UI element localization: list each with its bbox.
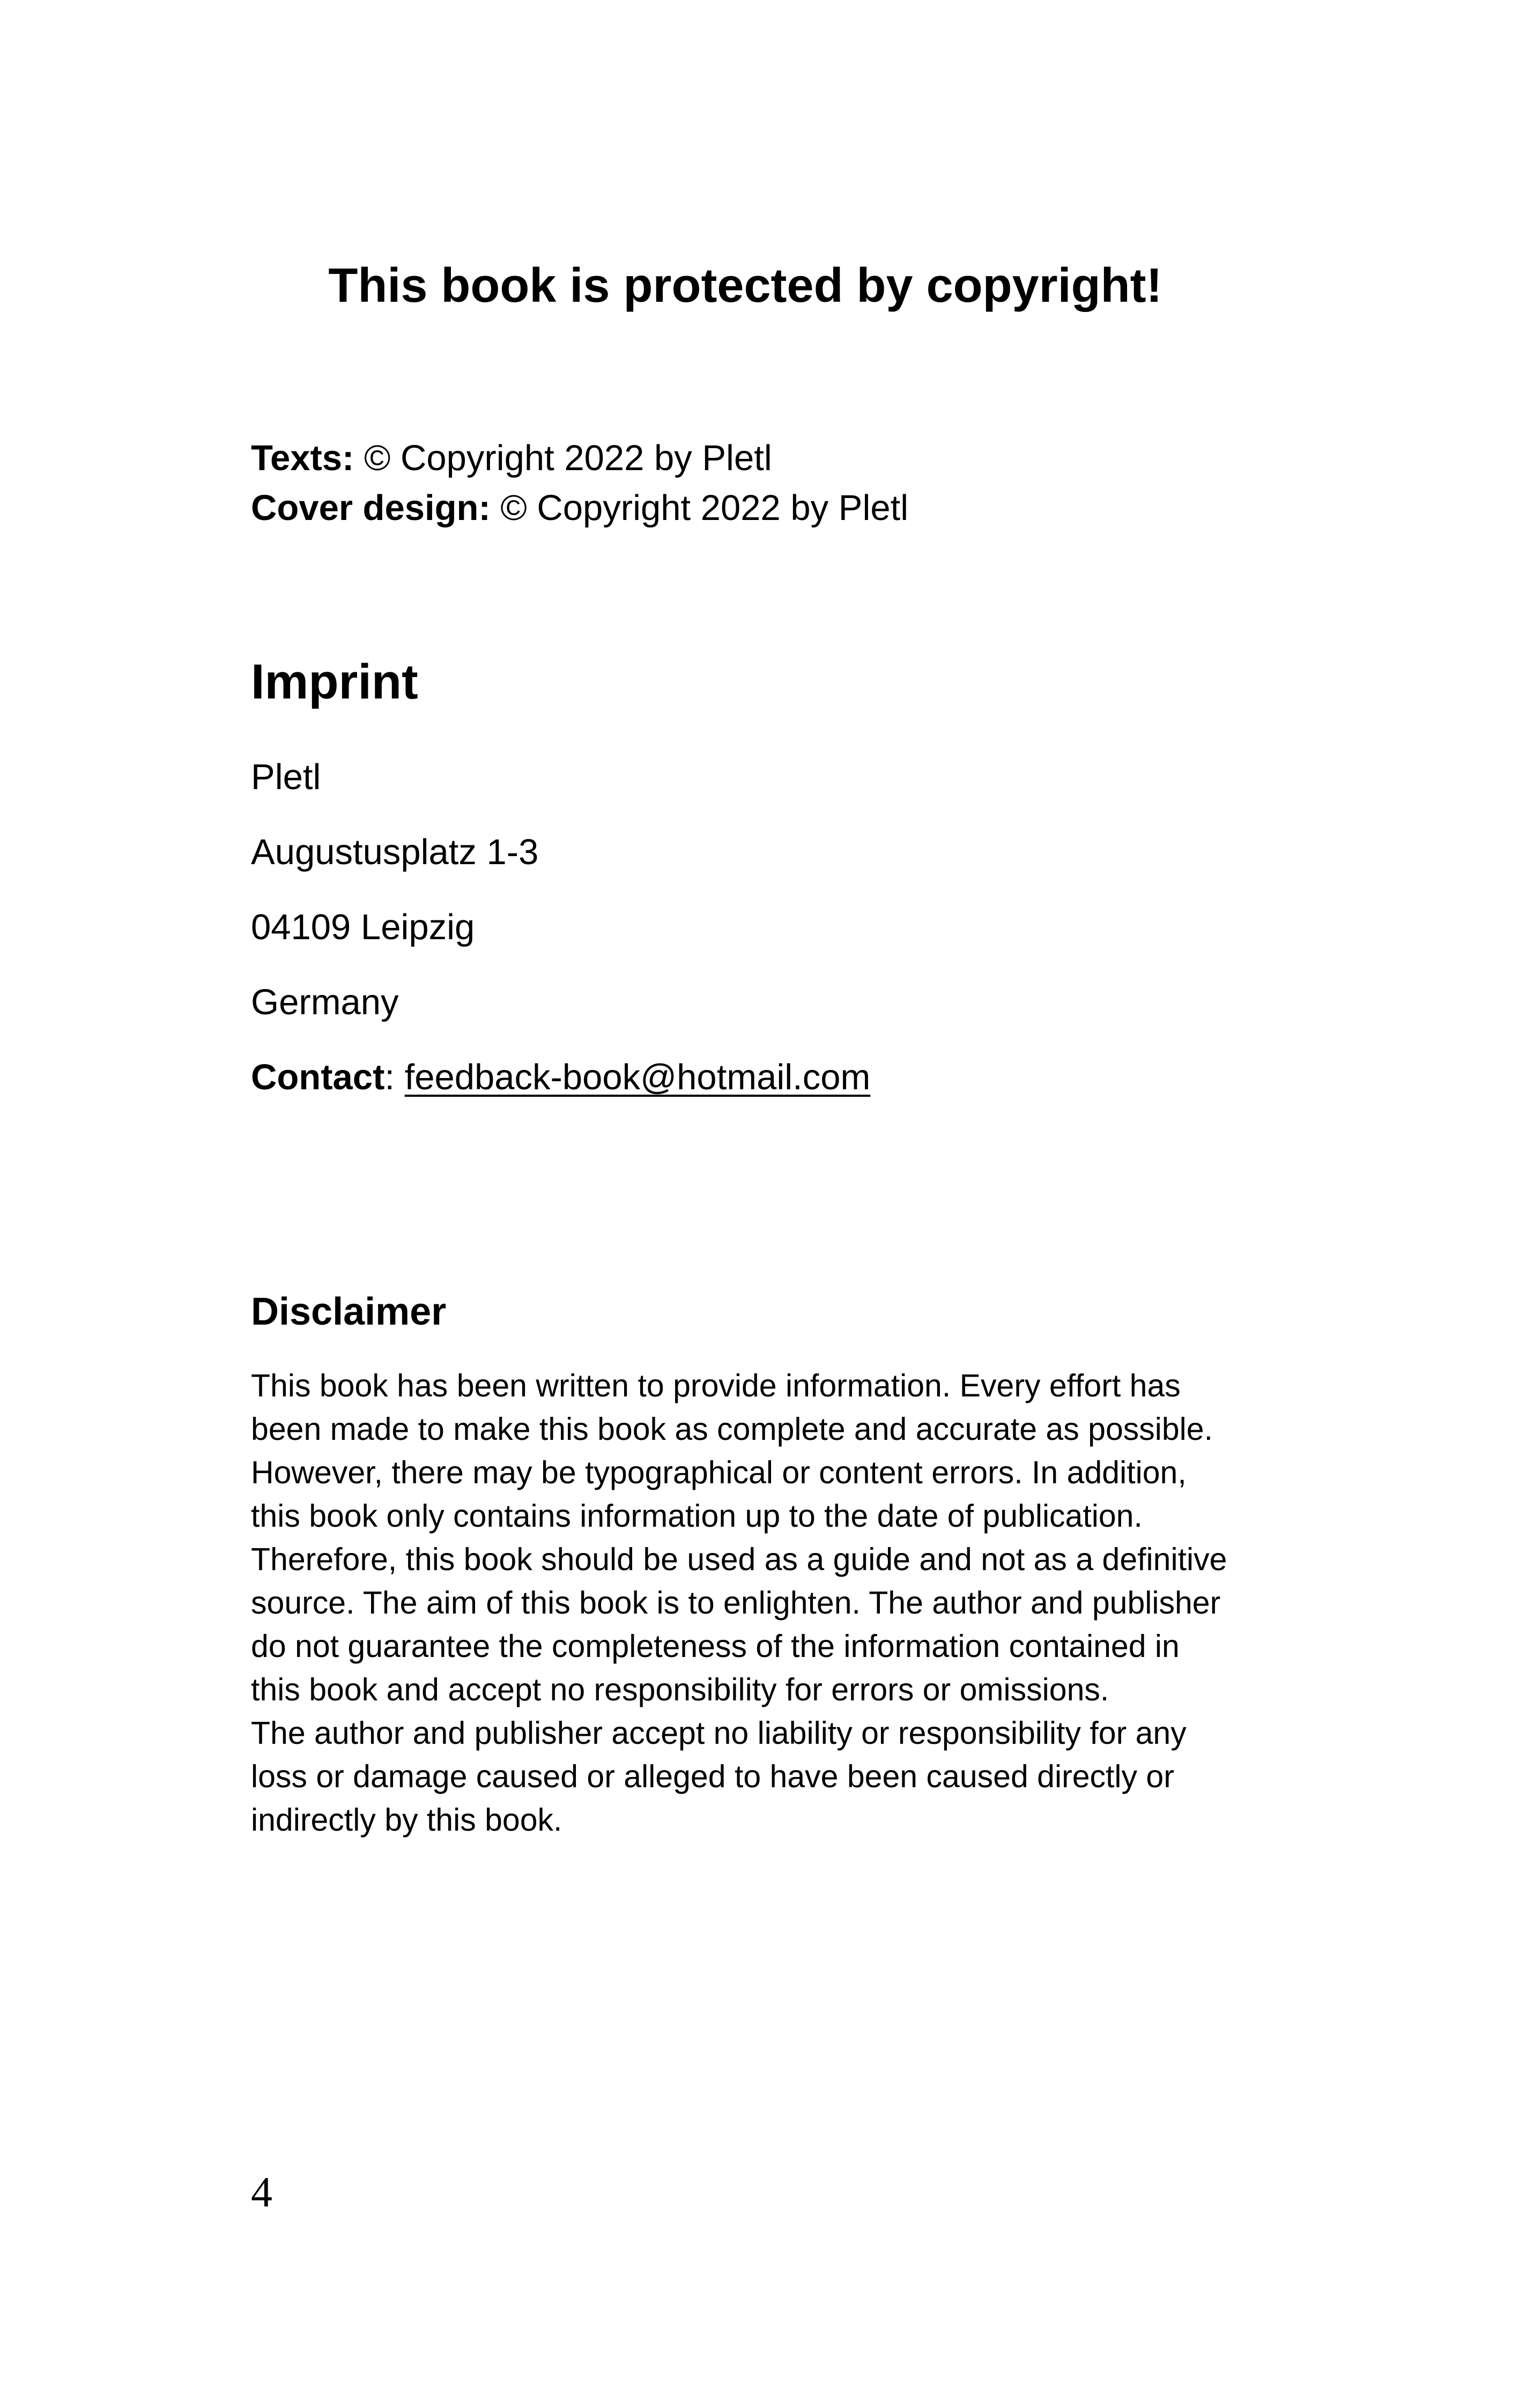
page-number: 4 bbox=[251, 2169, 272, 2216]
imprint-heading: Imprint bbox=[251, 655, 418, 709]
cover-design-value: © Copyright 2022 by Pletl bbox=[490, 488, 909, 528]
texts-label: Texts: bbox=[251, 438, 354, 478]
imprint-contact bbox=[251, 1053, 870, 1102]
copyright-block bbox=[251, 433, 1323, 533]
imprint-city: 04109 Leipzig bbox=[251, 907, 475, 947]
texts-copyright-line bbox=[251, 433, 1323, 483]
contact-separator: : bbox=[384, 1057, 405, 1097]
imprint-country: Germany bbox=[251, 982, 399, 1022]
cover-design-label: Cover design: bbox=[251, 488, 491, 528]
page-title: This book is protected by copyright! bbox=[328, 259, 1162, 313]
contact-email-link[interactable]: feedback-book@hotmail.com bbox=[404, 1057, 871, 1097]
imprint-name: Pletl bbox=[251, 757, 321, 797]
disclaimer-heading: Disclaimer bbox=[251, 1290, 447, 1333]
cover-copyright-line bbox=[251, 483, 1323, 533]
disclaimer-text: This book has been written to provide information. Every effort has been made to make this book as complete and accurate as possible. However, there may be typographical or content errors. In addition, this book only contains information up to the date of publication. Therefore, this book should be used as a guide and not as a definitive source. The aim of this book is to enlighten. The author and publisher do not guarantee the completeness of the information contained in this book and accept no responsibility for errors or omissions. The author and publisher accept no liability or responsibility for any loss or damage caused or alleged to have been caused directly or indirectly by this book. bbox=[251, 1368, 1227, 1838]
texts-value: © Copyright 2022 by Pletl bbox=[354, 438, 772, 478]
contact-label: Contact bbox=[251, 1057, 385, 1097]
imprint-street: Augustusplatz 1-3 bbox=[251, 832, 539, 872]
